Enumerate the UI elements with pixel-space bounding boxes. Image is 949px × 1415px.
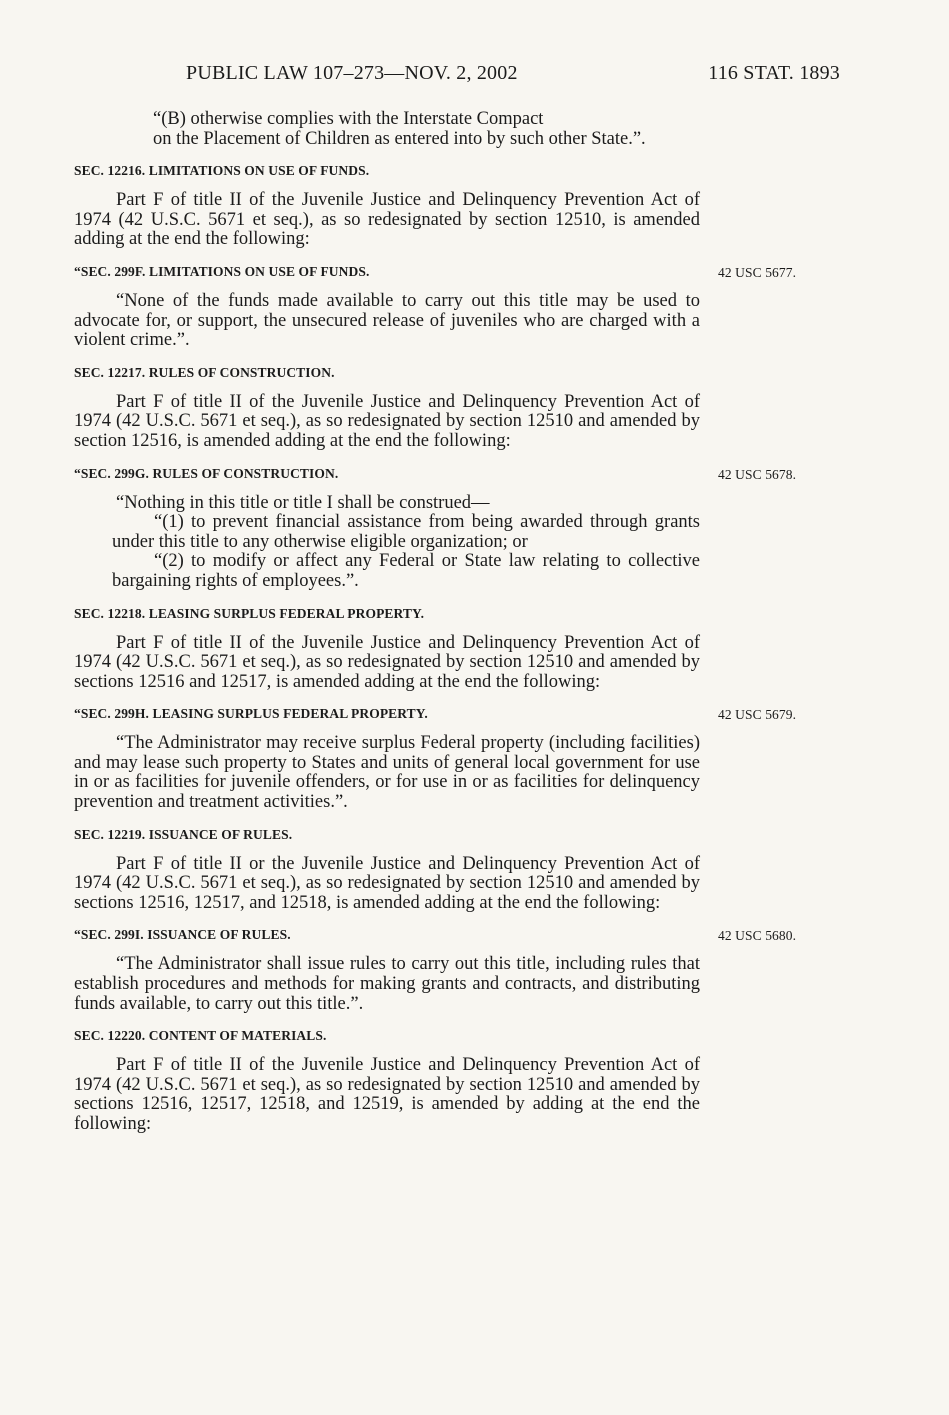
document-body: [74, 109, 797, 1135]
margin-citation: 42 USC 5678.: [718, 466, 797, 482]
section-title: SEC. 12219. ISSUANCE OF RULES.: [74, 826, 293, 842]
section-heading-299h: [74, 706, 797, 723]
section-heading-12218: [74, 606, 700, 622]
section-heading-299i: [74, 927, 797, 944]
section-heading-299f: [74, 263, 797, 280]
paragraph-item-2: “(2) to modify or affect any Federal or State law relating to collective bargaining rights of employees.”.: [112, 551, 700, 591]
section-text-299f: “None of the funds made available to carry out this title may be used to advocate for, or support, the unsecured release of juveniles who are charged with a violent crime.”.: [74, 290, 700, 351]
section-title: SEC. 12220. CONTENT OF MATERIALS.: [74, 1028, 327, 1044]
section-text-12218: Part F of title II of the Juvenile Justice and Delinquency Prevention Act of 1974 (42 U.S.C. 5671 et seq.), as so redesignated by section 12510 and amended by sections 12516 and 12517, is amended adding at the end the following:: [74, 632, 700, 692]
section-text-299h: “The Administrator may receive surplus Federal property (including facilities) and may lease such property to States and units of general local government for use in or as facilities for juvenile offenders, or for use in or as facilities for delinquency prevention and treatment activities.”.: [74, 733, 700, 813]
section-heading-12216: [74, 163, 700, 179]
section-title: “SEC. 299G. RULES OF CONSTRUCTION.: [74, 465, 339, 481]
section-heading-299g: [74, 465, 797, 482]
section-heading-12217: [74, 365, 700, 381]
section-text-12219: Part F of title II or the Juvenile Justice and Delinquency Prevention Act of 1974 (42 U.S.C. 5671 et seq.), as so redesignated by section 12510 and amended by sections 12516, 12517, and 12518, is amended adding at the end the following:: [74, 853, 700, 913]
margin-citation: 42 USC 5680.: [718, 928, 797, 944]
section-heading-12219: [74, 827, 700, 843]
section-heading-12220: [74, 1028, 700, 1044]
section-title: “SEC. 299F. LIMITATIONS ON USE OF FUNDS.: [74, 263, 370, 279]
section-text-12220: Part F of title II of the Juvenile Justice and Delinquency Prevention Act of 1974 (42 U.S.C. 5671 et seq.), as so redesignated by section 12510 and amended by sections 12516, 12517, 12518, and 12519, is amended by adding at the end the following:: [74, 1055, 700, 1134]
section-title: SEC. 12218. LEASING SURPLUS FEDERAL PROPERTY.: [74, 605, 425, 621]
section-title: “SEC. 299I. ISSUANCE OF RULES.: [74, 927, 291, 943]
section-text-12217: Part F of title II of the Juvenile Justice and Delinquency Prevention Act of 1974 (42 U.S.C. 5671 et seq.), as so redesignated by section 12510 and amended by section 12516, is amended adding at the end the following:: [74, 391, 700, 451]
subparagraph-b-continuation: on the Placement of Children as entered into by such other State.”.: [153, 128, 646, 149]
page-header: [186, 62, 840, 88]
public-law-title: PUBLIC LAW 107–273—NOV. 2, 2002: [186, 62, 518, 84]
section-title: SEC. 12217. RULES OF CONSTRUCTION.: [74, 364, 335, 380]
section-text-299i: “The Administrator shall issue rules to carry out this title, including rules that establish procedures and methods for making grants and contracts, and distributing funds available, to carry out this title.”.: [74, 954, 700, 1014]
statute-page-number: 116 STAT. 1893: [708, 62, 840, 84]
margin-citation: 42 USC 5677.: [718, 264, 797, 280]
section-intro-299g: “Nothing in this title or title I shall be construed—: [116, 492, 490, 513]
margin-citation: 42 USC 5679.: [718, 707, 797, 723]
section-title: SEC. 12216. LIMITATIONS ON USE OF FUNDS.: [74, 163, 370, 179]
subparagraph-b-first-line: “(B) otherwise complies with the Interstate Compact: [153, 109, 544, 129]
section-text-12216: Part F of title II of the Juvenile Justice and Delinquency Prevention Act of 1974 (42 U.S.C. 5671 et seq.), as so redesignated by section 12510, is amended adding at the end the following:: [74, 190, 700, 250]
paragraph-item-1: “(1) to prevent financial assistance from being awarded through grants under this title to any otherwise eligible organization; or: [112, 512, 700, 552]
section-title: “SEC. 299H. LEASING SURPLUS FEDERAL PROPERTY.: [74, 706, 428, 722]
